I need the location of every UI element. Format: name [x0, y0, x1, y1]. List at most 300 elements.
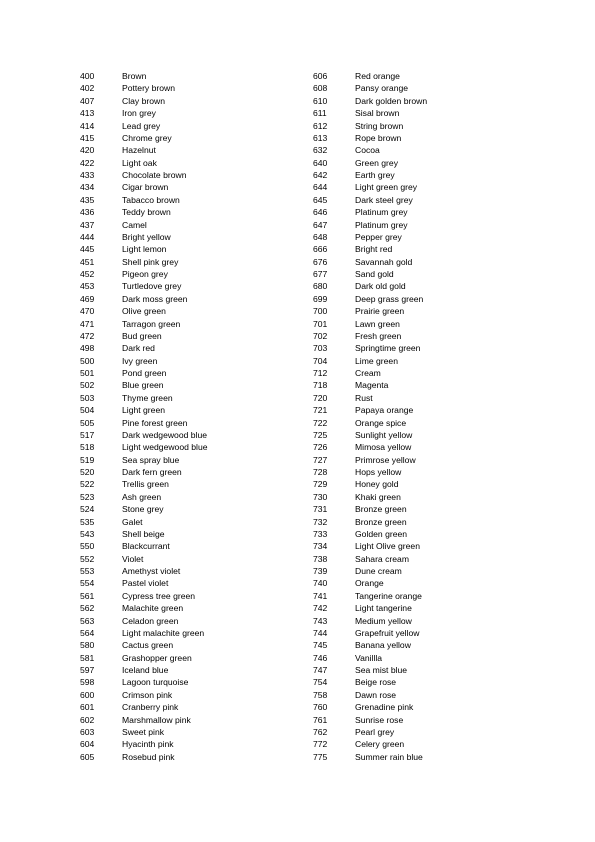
- color-name: Primrose yellow: [355, 454, 416, 465]
- color-row: [313, 738, 427, 750]
- color-name: Turtledove grey: [122, 281, 182, 292]
- color-code: 754: [313, 677, 328, 688]
- color-code: 722: [313, 417, 328, 428]
- color-code: 666: [313, 244, 328, 255]
- color-row: [80, 392, 208, 404]
- color-code: 422: [80, 157, 95, 168]
- color-row: [80, 689, 208, 701]
- color-row: [80, 132, 208, 144]
- color-name: Dark red: [122, 343, 155, 354]
- color-code: 470: [80, 306, 95, 317]
- color-row: [80, 738, 208, 750]
- color-name: Bright red: [355, 244, 393, 255]
- color-code: 646: [313, 207, 328, 218]
- color-code: 645: [313, 194, 328, 205]
- color-code: 747: [313, 665, 328, 675]
- color-name: Marshmallow pink: [122, 714, 191, 725]
- color-code: 420: [80, 145, 95, 156]
- color-row: [313, 751, 427, 763]
- color-row: [80, 751, 208, 763]
- color-name: Dune cream: [355, 566, 402, 576]
- color-name: Pansy orange: [355, 83, 409, 94]
- color-name: Cream: [355, 368, 381, 378]
- color-row: [313, 120, 427, 132]
- color-row: [313, 577, 427, 589]
- color-code: 603: [80, 726, 95, 737]
- color-row: [80, 429, 208, 441]
- color-name: Grapefruit yellow: [355, 627, 420, 638]
- color-row: [313, 701, 427, 713]
- color-row: [313, 206, 427, 218]
- color-name: Pastel violet: [122, 578, 169, 589]
- color-name: Orange spice: [355, 417, 407, 428]
- color-name: Celery green: [355, 739, 405, 750]
- color-row: [80, 454, 208, 466]
- color-name: Bronze green: [355, 504, 407, 515]
- color-name: Blackcurrant: [122, 541, 170, 552]
- color-name: Light lemon: [122, 244, 167, 255]
- color-list-left-column: [80, 70, 208, 763]
- color-row: [313, 268, 427, 280]
- color-code: 453: [80, 281, 95, 292]
- color-code: 435: [80, 194, 95, 205]
- color-code: 535: [80, 516, 95, 527]
- color-code: 563: [80, 615, 95, 626]
- color-name: Iceland blue: [122, 665, 169, 675]
- color-row: [80, 95, 208, 107]
- color-code: 415: [80, 132, 95, 143]
- color-row: [313, 330, 427, 342]
- color-name: Pepper grey: [355, 231, 402, 242]
- color-row: [313, 639, 427, 651]
- color-name: Camel: [122, 219, 147, 230]
- color-row: [80, 676, 208, 688]
- color-name: Beige rose: [355, 677, 397, 688]
- color-name: Sand gold: [355, 269, 394, 279]
- color-row: [313, 503, 427, 515]
- color-name: Springtime green: [355, 343, 421, 354]
- color-code: 732: [313, 516, 328, 527]
- color-name: Lagoon turquoise: [122, 677, 189, 688]
- color-name: Cranberry pink: [122, 702, 179, 713]
- color-code: 733: [313, 528, 328, 539]
- color-code: 772: [313, 739, 328, 750]
- color-row: [80, 565, 208, 577]
- color-name: Deep grass green: [355, 293, 424, 304]
- color-row: [80, 615, 208, 627]
- color-code: 402: [80, 83, 95, 94]
- color-name: Bud green: [122, 330, 162, 341]
- color-code: 413: [80, 108, 95, 119]
- color-name: Trellis green: [122, 479, 169, 490]
- color-row: [313, 367, 427, 379]
- color-name: Dark steel grey: [355, 194, 413, 205]
- color-row: [313, 466, 427, 478]
- color-name: Banana yellow: [355, 640, 411, 651]
- color-row: [80, 107, 208, 119]
- color-row: [80, 120, 208, 132]
- color-name: Hazelnut: [122, 145, 156, 156]
- color-name: Light Olive green: [355, 541, 420, 552]
- color-code: 605: [80, 751, 95, 762]
- color-name: Rosebud pink: [122, 751, 175, 762]
- color-code: 601: [80, 702, 95, 713]
- color-code: 469: [80, 293, 95, 304]
- color-name: Light green: [122, 405, 166, 416]
- color-row: [313, 404, 427, 416]
- color-code: 517: [80, 429, 95, 440]
- color-code: 745: [313, 640, 328, 651]
- color-row: [313, 627, 427, 639]
- color-name: Galet: [122, 516, 143, 527]
- color-name: Pearl grey: [355, 726, 395, 737]
- color-code: 758: [313, 689, 328, 700]
- color-name: Pine forest green: [122, 417, 188, 428]
- color-row: [313, 615, 427, 627]
- color-row: [313, 144, 427, 156]
- color-code: 580: [80, 640, 95, 651]
- color-name: Khaki green: [355, 491, 401, 502]
- color-name: Celadon green: [122, 615, 179, 626]
- color-name: Magenta: [355, 380, 389, 391]
- color-code: 677: [313, 269, 328, 279]
- color-row: [313, 305, 427, 317]
- color-name: Chocolate brown: [122, 170, 187, 180]
- color-row: [313, 132, 427, 144]
- color-name: Dawn rose: [355, 689, 397, 700]
- color-name: Ivy green: [122, 355, 158, 366]
- color-code: 728: [313, 467, 328, 477]
- color-code: 433: [80, 170, 95, 180]
- color-name: Summer rain blue: [355, 751, 423, 762]
- color-code: 604: [80, 739, 95, 750]
- color-name: Dark wedgewood blue: [122, 429, 208, 440]
- color-name: Light wedgewood blue: [122, 442, 208, 453]
- color-name: Prairie green: [355, 306, 405, 317]
- color-code: 701: [313, 318, 328, 329]
- color-code: 501: [80, 368, 95, 378]
- color-name: Platinum grey: [355, 219, 408, 230]
- color-name: String brown: [355, 120, 404, 131]
- color-code: 502: [80, 380, 95, 391]
- color-row: [313, 95, 427, 107]
- color-row: [313, 256, 427, 268]
- color-row: [80, 256, 208, 268]
- color-name: Tarragon green: [122, 318, 181, 329]
- color-code: 554: [80, 578, 95, 589]
- color-code: 700: [313, 306, 328, 317]
- color-name: Pond green: [122, 368, 167, 378]
- color-code: 564: [80, 627, 95, 638]
- color-code: 471: [80, 318, 95, 329]
- color-code: 647: [313, 219, 328, 230]
- color-code: 602: [80, 714, 95, 725]
- color-code: 725: [313, 429, 328, 440]
- color-code: 606: [313, 71, 328, 81]
- color-row: [313, 664, 427, 676]
- color-row: [80, 219, 208, 231]
- color-name: Fresh green: [355, 330, 402, 341]
- color-name: Honey gold: [355, 479, 399, 490]
- color-code: 761: [313, 714, 328, 725]
- color-name: Mimosa yellow: [355, 442, 412, 453]
- color-code: 561: [80, 590, 95, 601]
- color-code: 704: [313, 355, 328, 366]
- color-row: [313, 478, 427, 490]
- color-name: Sunlight yellow: [355, 429, 413, 440]
- color-row: [80, 404, 208, 416]
- color-code: 522: [80, 479, 95, 490]
- color-row: [80, 466, 208, 478]
- color-code: 437: [80, 219, 95, 230]
- color-name: Dark golden brown: [355, 95, 428, 106]
- color-name: Pigeon grey: [122, 269, 168, 279]
- color-code: 760: [313, 702, 328, 713]
- color-row: [80, 577, 208, 589]
- color-code: 445: [80, 244, 95, 255]
- color-name: Chrome grey: [122, 132, 172, 143]
- color-row: [80, 417, 208, 429]
- color-name: Grashopper green: [122, 652, 192, 663]
- color-name: Brown: [122, 71, 147, 81]
- color-name: Sea spray blue: [122, 454, 180, 465]
- color-code: 472: [80, 330, 95, 341]
- color-row: [313, 181, 427, 193]
- color-name: Violet: [122, 553, 144, 564]
- color-row: [313, 590, 427, 602]
- color-row: [80, 293, 208, 305]
- color-row: [80, 82, 208, 94]
- color-row: [80, 70, 208, 82]
- color-row: [313, 379, 427, 391]
- color-row: [313, 602, 427, 614]
- color-name: Vanillla: [355, 652, 383, 663]
- color-row: [313, 516, 427, 528]
- color-name: Sea mist blue: [355, 665, 408, 675]
- color-code: 524: [80, 504, 95, 515]
- color-row: [313, 70, 427, 82]
- color-row: [80, 367, 208, 379]
- color-code: 734: [313, 541, 328, 552]
- color-name: Sunrise rose: [355, 714, 404, 725]
- color-code: 414: [80, 120, 95, 131]
- color-row: [313, 429, 427, 441]
- color-row: [80, 540, 208, 552]
- color-code: 740: [313, 578, 328, 589]
- color-code: 520: [80, 467, 95, 477]
- color-code: 762: [313, 726, 328, 737]
- color-code: 727: [313, 454, 328, 465]
- color-row: [80, 330, 208, 342]
- color-row: [313, 417, 427, 429]
- color-code: 699: [313, 293, 328, 304]
- color-code: 550: [80, 541, 95, 552]
- color-name: Teddy brown: [122, 207, 171, 218]
- color-row: [313, 280, 427, 292]
- color-code: 721: [313, 405, 328, 416]
- color-name: Earth grey: [355, 170, 395, 180]
- color-row: [80, 181, 208, 193]
- color-row: [80, 652, 208, 664]
- color-name: Orange: [355, 578, 384, 589]
- color-name: Grenadine pink: [355, 702, 414, 713]
- color-row: [313, 231, 427, 243]
- color-code: 610: [313, 95, 328, 106]
- color-name: Light oak: [122, 157, 157, 168]
- color-row: [80, 441, 208, 453]
- color-code: 581: [80, 652, 95, 663]
- color-code: 518: [80, 442, 95, 453]
- color-code: 712: [313, 368, 328, 378]
- color-code: 451: [80, 256, 95, 267]
- color-name: Malachite green: [122, 603, 184, 614]
- color-row: [80, 639, 208, 651]
- color-code: 611: [313, 108, 327, 119]
- color-code: 775: [313, 751, 328, 762]
- color-row: [313, 454, 427, 466]
- color-row: [80, 169, 208, 181]
- color-name: Savannah gold: [355, 256, 413, 267]
- color-code: 743: [313, 615, 328, 626]
- color-row: [80, 714, 208, 726]
- color-code: 738: [313, 553, 328, 564]
- color-code: 543: [80, 528, 95, 539]
- color-row: [80, 355, 208, 367]
- color-code: 436: [80, 207, 95, 218]
- color-row: [80, 503, 208, 515]
- color-code: 434: [80, 182, 95, 193]
- color-code: 640: [313, 157, 328, 168]
- color-name: Amethyst violet: [122, 566, 181, 576]
- color-name: Green grey: [355, 157, 398, 168]
- color-row: [80, 627, 208, 639]
- color-row: [313, 676, 427, 688]
- color-code: 746: [313, 652, 328, 663]
- color-code: 741: [313, 590, 328, 601]
- color-row: [313, 540, 427, 552]
- color-row: [313, 342, 427, 354]
- color-row: [80, 144, 208, 156]
- color-name: Bronze green: [355, 516, 407, 527]
- color-code: 608: [313, 83, 328, 94]
- color-name: Thyme green: [122, 392, 173, 403]
- color-row: [313, 243, 427, 255]
- color-row: [313, 714, 427, 726]
- color-row: [313, 491, 427, 503]
- color-name: Olive green: [122, 306, 166, 317]
- color-name: Dark moss green: [122, 293, 188, 304]
- color-row: [80, 379, 208, 391]
- color-row: [313, 441, 427, 453]
- color-name: Dark old gold: [355, 281, 406, 292]
- color-row: [313, 689, 427, 701]
- color-code: 703: [313, 343, 328, 354]
- color-row: [313, 565, 427, 577]
- color-row: [313, 293, 427, 305]
- color-code: 600: [80, 689, 95, 700]
- color-code: 498: [80, 343, 95, 354]
- color-row: [313, 157, 427, 169]
- color-code: 648: [313, 231, 328, 242]
- color-row: [80, 701, 208, 713]
- color-name: Pottery brown: [122, 83, 176, 94]
- color-name: Golden green: [355, 528, 408, 539]
- color-code: 598: [80, 677, 95, 688]
- color-name: Platinum grey: [355, 207, 408, 218]
- color-code: 632: [313, 145, 328, 156]
- color-row: [313, 652, 427, 664]
- color-name: Dark fern green: [122, 467, 182, 477]
- color-code: 729: [313, 479, 328, 490]
- color-code: 505: [80, 417, 95, 428]
- color-row: [313, 318, 427, 330]
- color-code: 500: [80, 355, 95, 366]
- color-row: [80, 280, 208, 292]
- color-code: 503: [80, 392, 95, 403]
- color-row: [80, 268, 208, 280]
- color-row: [80, 590, 208, 602]
- color-name: Tangerine orange: [355, 590, 422, 601]
- color-row: [80, 157, 208, 169]
- color-code: 676: [313, 256, 328, 267]
- color-row: [80, 194, 208, 206]
- color-row: [80, 206, 208, 218]
- color-name: Sweet pink: [122, 726, 165, 737]
- color-name: Lead grey: [122, 120, 161, 131]
- color-row: [313, 194, 427, 206]
- color-code: 523: [80, 491, 95, 502]
- color-name: Papaya orange: [355, 405, 414, 416]
- color-name: Shell pink grey: [122, 256, 179, 267]
- color-name: Ash green: [122, 491, 162, 502]
- color-code: 731: [313, 504, 328, 515]
- color-code: 730: [313, 491, 328, 502]
- color-row: [80, 664, 208, 676]
- color-code: 407: [80, 95, 95, 106]
- color-code: 519: [80, 454, 95, 465]
- color-name: Hops yellow: [355, 467, 402, 477]
- color-code: 702: [313, 330, 328, 341]
- color-row: [80, 491, 208, 503]
- color-row: [80, 553, 208, 565]
- color-name: Cypress tree green: [122, 590, 196, 601]
- color-code: 744: [313, 627, 328, 638]
- color-code: 612: [313, 120, 328, 131]
- color-code: 739: [313, 566, 328, 576]
- color-name: Tabacco brown: [122, 194, 180, 205]
- color-code: 726: [313, 442, 328, 453]
- color-row: [313, 169, 427, 181]
- color-name: Lime green: [355, 355, 398, 366]
- color-name: Light green grey: [355, 182, 418, 193]
- color-name: Cigar brown: [122, 182, 169, 193]
- color-row: [80, 243, 208, 255]
- color-row: [313, 355, 427, 367]
- color-code: 452: [80, 269, 95, 279]
- color-name: Lawn green: [355, 318, 400, 329]
- color-code: 597: [80, 665, 95, 675]
- color-row: [313, 107, 427, 119]
- color-code: 562: [80, 603, 95, 614]
- color-row: [80, 478, 208, 490]
- color-code: 742: [313, 603, 328, 614]
- color-name: Sahara cream: [355, 553, 409, 564]
- color-name: Iron grey: [122, 108, 156, 119]
- color-row: [313, 392, 427, 404]
- color-code: 504: [80, 405, 95, 416]
- color-name: Light malachite green: [122, 627, 205, 638]
- color-name: Hyacinth pink: [122, 739, 174, 750]
